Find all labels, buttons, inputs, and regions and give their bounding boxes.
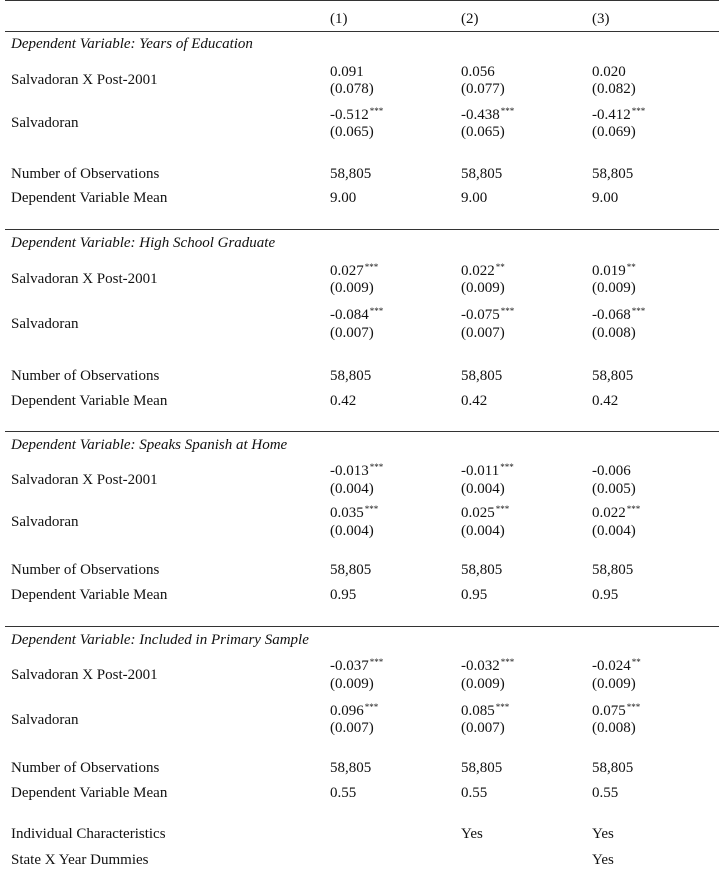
observations-label: Number of Observations (11, 562, 160, 578)
column-header-1: (1) (330, 11, 348, 27)
coef-cell: -0.013*** (330, 462, 384, 479)
coef-cell: 0.035*** (330, 504, 379, 521)
observations-cell: 58,805 (461, 562, 503, 578)
mean-label: Dependent Variable Mean (11, 587, 168, 603)
observations-label: Number of Observations (11, 166, 160, 182)
mean-cell: 0.42 (592, 393, 619, 409)
mean-cell: 9.00 (461, 190, 488, 206)
footer-cell: Yes (592, 852, 614, 868)
footer-cell: Yes (461, 826, 483, 842)
observations-label: Number of Observations (11, 368, 160, 384)
se-cell: (0.078) (330, 81, 374, 97)
se-cell: (0.077) (461, 81, 505, 97)
coef-cell: 0.025*** (461, 504, 510, 521)
column-header-2: (2) (461, 11, 479, 27)
row-label: Salvadoran (11, 316, 79, 332)
footer-cell: Yes (592, 826, 614, 842)
se-cell: (0.009) (330, 676, 374, 692)
row-label: Salvadoran X Post-2001 (11, 472, 158, 488)
se-cell: (0.065) (330, 124, 374, 140)
panel-title: Dependent Variable: Included in Primary Sample (11, 632, 309, 648)
observations-cell: 58,805 (461, 368, 503, 384)
se-cell: (0.004) (461, 523, 505, 539)
observations-cell: 58,805 (592, 368, 634, 384)
se-cell: (0.004) (592, 523, 636, 539)
mean-cell: 0.42 (330, 393, 357, 409)
coef-cell: -0.084*** (330, 306, 384, 323)
coef-cell: 0.020 (592, 64, 626, 80)
coef-cell: -0.068*** (592, 306, 646, 323)
se-cell: (0.007) (461, 325, 505, 341)
coef-cell: 0.056 (461, 64, 495, 80)
row-label: Salvadoran (11, 712, 79, 728)
se-cell: (0.009) (592, 280, 636, 296)
coef-cell: 0.027*** (330, 262, 379, 279)
mean-cell: 9.00 (592, 190, 619, 206)
row-label: Salvadoran X Post-2001 (11, 667, 158, 683)
observations-cell: 58,805 (461, 166, 503, 182)
observations-cell: 58,805 (592, 760, 634, 776)
se-cell: (0.009) (330, 280, 374, 296)
observations-label: Number of Observations (11, 760, 160, 776)
coef-cell: -0.512*** (330, 106, 384, 123)
mean-cell: 9.00 (330, 190, 357, 206)
panel-title: Dependent Variable: Years of Education (11, 36, 253, 52)
observations-cell: 58,805 (330, 562, 372, 578)
se-cell: (0.009) (592, 676, 636, 692)
coef-cell: 0.022** (461, 262, 505, 279)
mean-cell: 0.55 (461, 785, 488, 801)
mean-label: Dependent Variable Mean (11, 785, 168, 801)
mean-cell: 0.42 (461, 393, 488, 409)
observations-cell: 58,805 (461, 760, 503, 776)
coef-cell: 0.022*** (592, 504, 641, 521)
coef-cell: -0.024** (592, 657, 641, 674)
coef-cell: -0.412*** (592, 106, 646, 123)
se-cell: (0.009) (461, 280, 505, 296)
se-cell: (0.007) (461, 720, 505, 736)
mean-cell: 0.95 (592, 587, 619, 603)
mean-cell: 0.55 (330, 785, 357, 801)
se-cell: (0.004) (461, 481, 505, 497)
coef-cell: -0.032*** (461, 657, 515, 674)
coef-cell: -0.006 (592, 463, 631, 479)
coef-cell: -0.037*** (330, 657, 384, 674)
observations-cell: 58,805 (330, 166, 372, 182)
se-cell: (0.008) (592, 325, 636, 341)
se-cell: (0.009) (461, 676, 505, 692)
observations-cell: 58,805 (592, 562, 634, 578)
row-label: Salvadoran X Post-2001 (11, 72, 158, 88)
panel-rule (5, 626, 719, 627)
observations-cell: 58,805 (330, 368, 372, 384)
coef-cell: -0.011*** (461, 462, 514, 479)
observations-cell: 58,805 (330, 760, 372, 776)
top-rule (5, 0, 719, 1)
coef-cell: 0.096*** (330, 702, 379, 719)
coef-cell: 0.075*** (592, 702, 641, 719)
coef-cell: 0.019** (592, 262, 636, 279)
coef-cell: -0.075*** (461, 306, 515, 323)
se-cell: (0.082) (592, 81, 636, 97)
se-cell: (0.008) (592, 720, 636, 736)
se-cell: (0.069) (592, 124, 636, 140)
footer-label-state-year-dummies: State X Year Dummies (11, 852, 149, 868)
coef-cell: 0.085*** (461, 702, 510, 719)
mean-cell: 0.95 (461, 587, 488, 603)
se-cell: (0.004) (330, 523, 374, 539)
row-label: Salvadoran (11, 115, 79, 131)
se-cell: (0.007) (330, 325, 374, 341)
row-label: Salvadoran (11, 514, 79, 530)
mean-cell: 0.95 (330, 587, 357, 603)
panel-title: Dependent Variable: High School Graduate (11, 235, 276, 251)
mean-label: Dependent Variable Mean (11, 190, 168, 206)
se-cell: (0.005) (592, 481, 636, 497)
observations-cell: 58,805 (592, 166, 634, 182)
header-rule (5, 31, 719, 32)
row-label: Salvadoran X Post-2001 (11, 271, 158, 287)
mean-label: Dependent Variable Mean (11, 393, 168, 409)
column-header-3: (3) (592, 11, 610, 27)
panel-rule (5, 229, 719, 230)
se-cell: (0.065) (461, 124, 505, 140)
se-cell: (0.004) (330, 481, 374, 497)
footer-label-individual-characteristics: Individual Characteristics (11, 826, 166, 842)
panel-rule (5, 431, 719, 432)
se-cell: (0.007) (330, 720, 374, 736)
coef-cell: -0.438*** (461, 106, 515, 123)
mean-cell: 0.55 (592, 785, 619, 801)
panel-title: Dependent Variable: Speaks Spanish at Home (11, 437, 288, 453)
coef-cell: 0.091 (330, 64, 364, 80)
